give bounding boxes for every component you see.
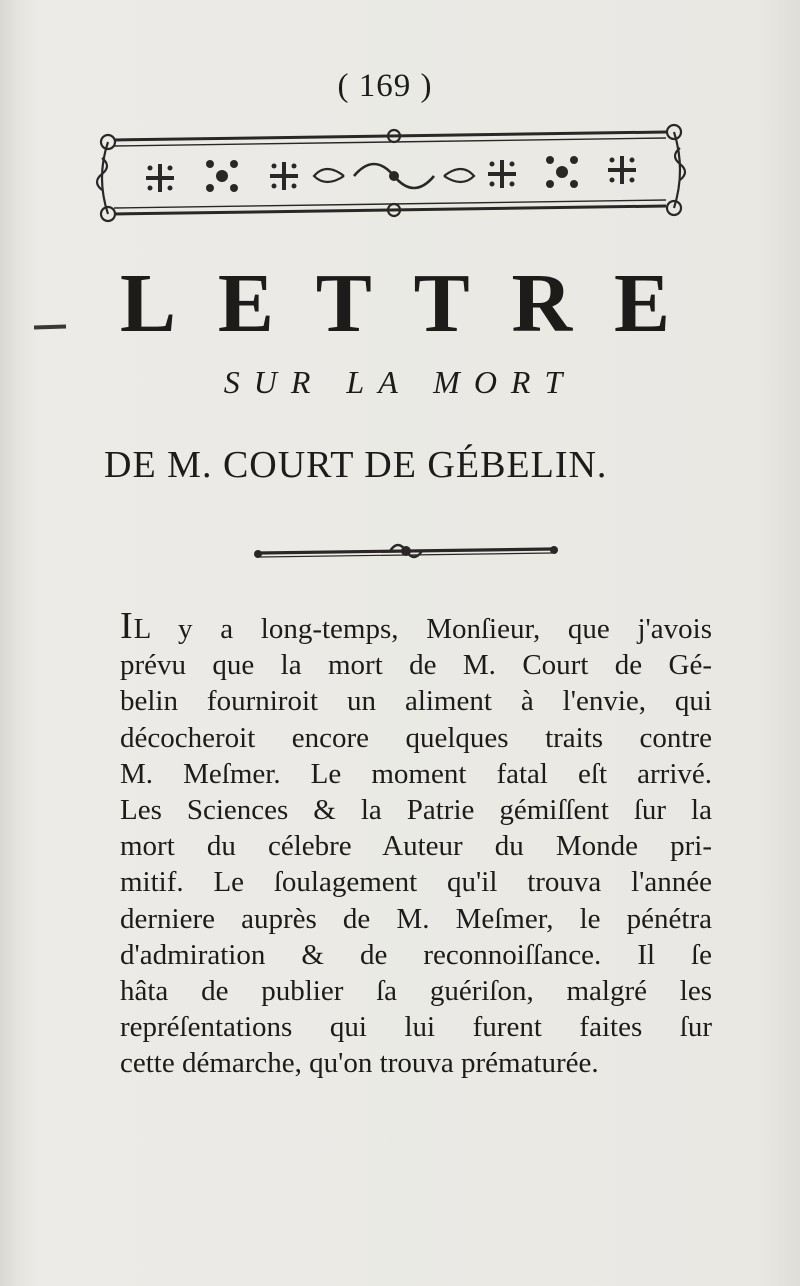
page-number: ( 169 )	[337, 68, 433, 104]
title-letter: T	[315, 257, 372, 350]
page-title	[120, 257, 670, 350]
title-letter: T	[413, 257, 470, 350]
title-letter: R	[511, 257, 573, 350]
text-line: décocheroit encore quelques traits contre	[120, 721, 712, 754]
text-line: mort du célebre Auteur du Monde pri-	[120, 830, 712, 863]
ornamental-headpiece-icon	[94, 118, 688, 236]
text-line: repréſentations qui lui furent faites ſur	[120, 1011, 712, 1044]
ornamental-rule-icon	[252, 536, 560, 566]
title-letter: L	[120, 257, 177, 350]
title-letter: E	[613, 257, 670, 350]
text-line: belin fourniroit un aliment à l'envie, qui	[120, 685, 712, 718]
subtitle: SUR LA MORT	[223, 364, 577, 400]
text-line: cette démarche, qu'on trouva prématurée.	[120, 1047, 599, 1080]
text-line: d'admiration & de reconnoiſſance. Il ſe	[120, 938, 712, 971]
text-line: hâta de publier ſa guériſon, malgré les	[120, 975, 712, 1008]
body-paragraph	[120, 605, 712, 1082]
drop-cap: I	[120, 605, 134, 647]
text-line: Les Sciences & la Patrie gémiſſent ſur la	[120, 794, 712, 827]
text-line: IL y a long-temps, Monſieur, que j'avois	[120, 605, 712, 647]
text-line: M. Meſmer. Le moment fatal eſt arrivé.	[120, 757, 712, 790]
title-letter: E	[217, 257, 274, 350]
text-line: mitif. Le ſoulagement qu'il trouva l'année	[120, 866, 712, 899]
text-line: derniere auprès de M. Meſmer, le pénétra	[120, 902, 712, 935]
text-line: prévu que la mort de M. Court de Gé-	[120, 649, 712, 682]
gutter-mark	[34, 324, 66, 329]
subtitle-name: DE M. COURT DE GÉBELIN.	[104, 444, 608, 486]
